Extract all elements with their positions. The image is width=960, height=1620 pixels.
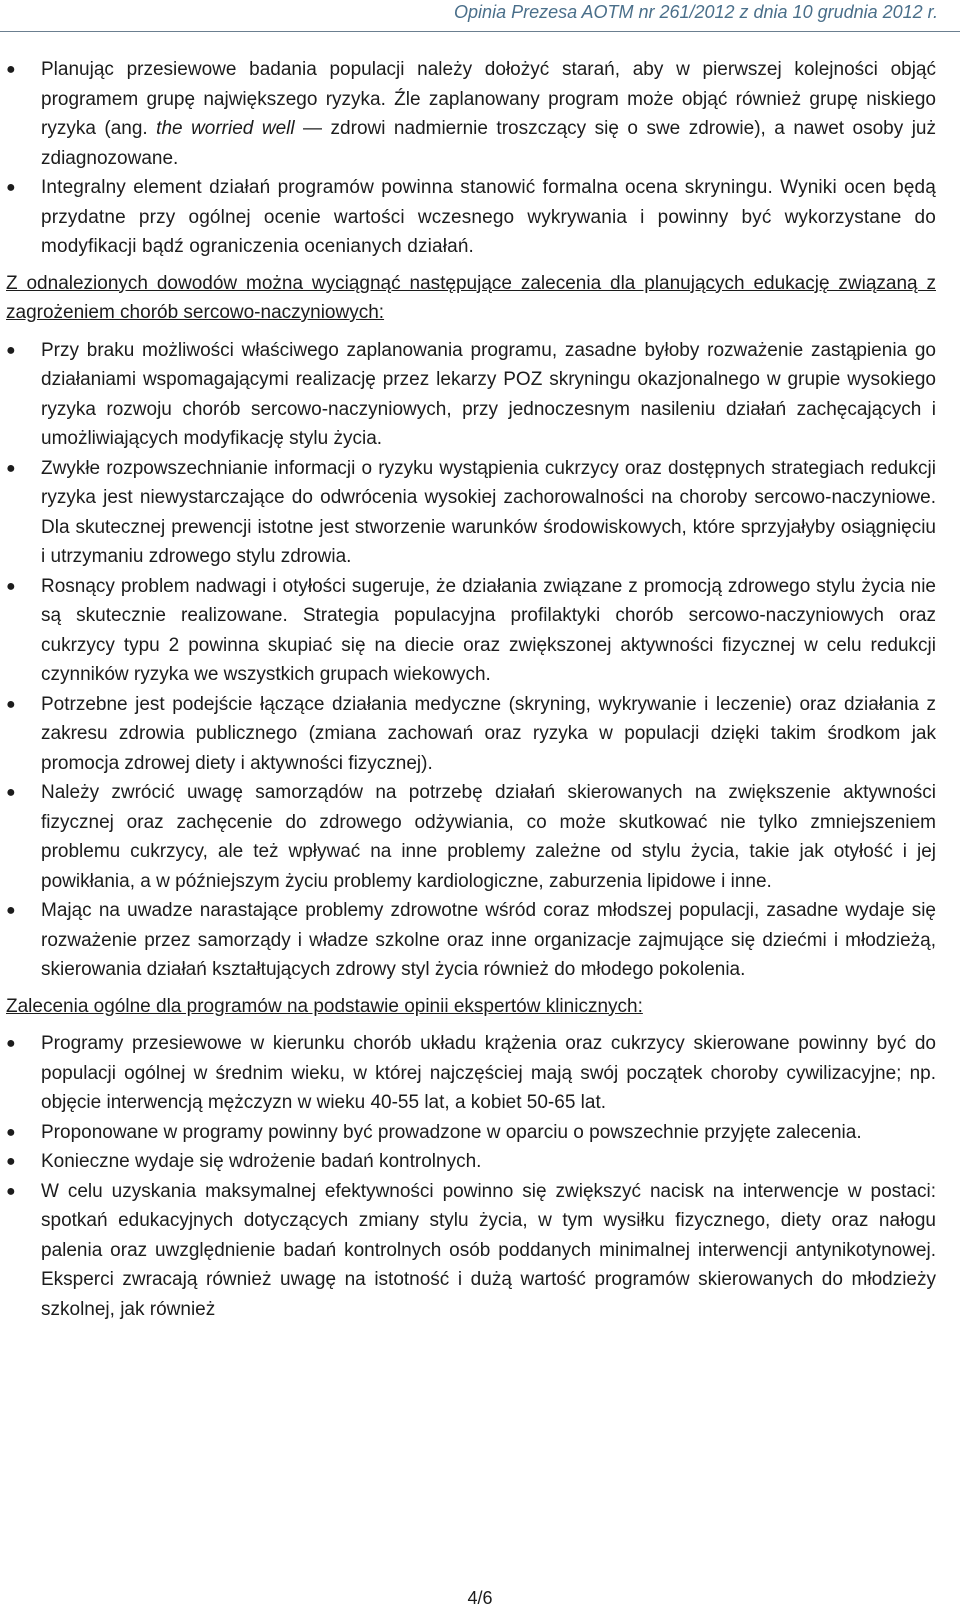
bullet-list-3 [6, 1029, 936, 1324]
bullet-icon: ● [6, 459, 16, 477]
emphasis-text: the worried well [156, 118, 295, 139]
section-heading: Z odnalezionych dowodów można wyciągnąć następujące zalecenia dla planujących edukację związaną z zagrożeniem chorób sercowo-naczyniowych: [6, 272, 936, 323]
bullet-icon: ● [6, 1123, 16, 1141]
bullet-icon: ● [6, 341, 16, 359]
list-item: ● Rosnący problem nadwagi i otyłości sugeruje, że działania związane z promocją zdrowego stylu życia nie są skutecznie realizowane. Strategia populacyjna profilaktyki chorób sercowo-naczyniowych oraz cukrzycy typu 2 powinna skupiać się na diecie oraz zwiększonej aktywności fizycznej w celu redukcji czynników ryzyka we wszystkich grupach wiekowych. [6, 572, 936, 690]
section-heading: Zalecenia ogólne dla programów na podstawie opinii ekspertów klinicznych: [6, 995, 643, 1017]
bullet-icon: ● [6, 61, 16, 78]
list-item: ● Przy braku możliwości właściwego zaplanowania programu, zasadne byłoby rozważenie zastąpienia go działaniami wspomagającymi realizację przez lekarzy POZ skryningu okazjonalnego w grupie wysokiego ryzyka rozwoju chorób sercowo-naczyniowych, przy jednoczesnym nasileniu działań zachęcających i umożliwiających modyfikację stylu życia. [6, 336, 936, 454]
page-number: 4/6 [467, 1588, 493, 1608]
list-item: ● Mając na uwadze narastające problemy zdrowotne wśród coraz młodszej populacji, zasadne wydaje się rozważenie przez samorządy i władze szkolne oraz inne organizacje zajmujące się dziećmi i młodzieżą, skierowania działań kształtujących zdrowy styl życia również do młodego pokolenia. [6, 896, 936, 985]
bullet-list-1 [6, 55, 936, 262]
list-item: ● Integralny element działań programów powinna stanowić formalna ocena skryningu. Wyniki ocen będą przydatne przy ogólnej ocenie wartości wczesnego wykrywania i powinny być wykorzystane do modyfikacji bądź ograniczenia ocenianych działań. [6, 173, 936, 262]
bullet-icon: ● [6, 179, 16, 196]
page-body [6, 55, 936, 1324]
bullet-icon: ● [6, 695, 16, 713]
list-item: ● W celu uzyskania maksymalnej efektywności powinno się zwiększyć nacisk na interwencje w postaci: spotkań edukacyjnych dotyczących zmiany stylu życia, w tym wysiłku fizycznego, diety oraz nałogu palenia oraz uwzględnienie badań kontrolnych osób poddanych minimalnej interwencji antynikotynowej. Eksperci zwracają również uwagę na istotność i dużą wartość programów skierowanych do młodzieży szkolnej, jak również [6, 1177, 936, 1325]
list-item: ● Programy przesiewowe w kierunku chorób układu krążenia oraz cukrzycy skierowane powinny być do populacji ogólnej w średnim wieku, w której najczęściej mają swój początek choroby cywilizacyjne; np. objęcie interwencją mężczyzn w wieku 40-55 lat, a kobiet 50-65 lat. [6, 1029, 936, 1118]
list-item: ● Zwykłe rozpowszechnianie informacji o ryzyku wystąpienia cukrzycy oraz dostępnych strategiach redukcji ryzyka jest niewystarczające do odwrócenia wysokiej zachorowalności na choroby sercowo-naczyniowe. Dla skutecznej prewencji istotne jest stworzenie warunków środowiskowych, które sprzyjałyby osiągnięciu i utrzymaniu zdrowego stylu zdrowia. [6, 454, 936, 572]
list-item: ● Potrzebne jest podejście łączące działania medyczne (skryning, wykrywanie i leczenie) oraz działania z zakresu zdrowia publicznego (zmiana zachowań oraz ryzyka w populacji dzięki takim środkom jak promocja zdrowej diety i aktywności fizycznej). [6, 690, 936, 779]
bullet-icon: ● [6, 784, 16, 801]
bullet-icon: ● [6, 1153, 16, 1170]
list-item: ● Planując przesiewowe badania populacji należy dołożyć starań, aby w pierwszej kolejności objąć programem grupę największego ryzyka. Źle zaplanowany program może objąć również grupę niskiego ryzyka (ang. the worried well — zdrowi nadmiernie troszczący się o swe zdrowie), a nawet osoby już zdiagnozowane. [6, 55, 936, 173]
bullet-icon: ● [6, 1035, 16, 1052]
running-header: Opinia Prezesa AOTM nr 261/2012 z dnia 10 grudnia 2012 r. [454, 2, 938, 22]
bullet-list-2 [6, 336, 936, 985]
header-divider [0, 31, 960, 32]
bullet-icon: ● [6, 577, 16, 595]
bullet-icon: ● [6, 902, 16, 919]
list-item: ● Konieczne wydaje się wdrożenie badań kontrolnych. [6, 1147, 936, 1177]
list-item: ● Należy zwrócić uwagę samorządów na potrzebę działań skierowanych na zwiększenie aktywności fizycznej oraz zachęcenie do zdrowego odżywiania, co może skutkować nie tylko zmniejszeniem problemu cukrzycy, ale też wpływać na inne problemy zależne od stylu życia, takie jak otyłość i jej powikłania, a w późniejszym życiu problemy kardiologiczne, zaburzenia lipidowe i inne. [6, 778, 936, 896]
list-item: ● Proponowane w programy powinny być prowadzone w oparciu o powszechnie przyjęte zalecenia. [6, 1118, 936, 1148]
bullet-icon: ● [6, 1182, 16, 1200]
